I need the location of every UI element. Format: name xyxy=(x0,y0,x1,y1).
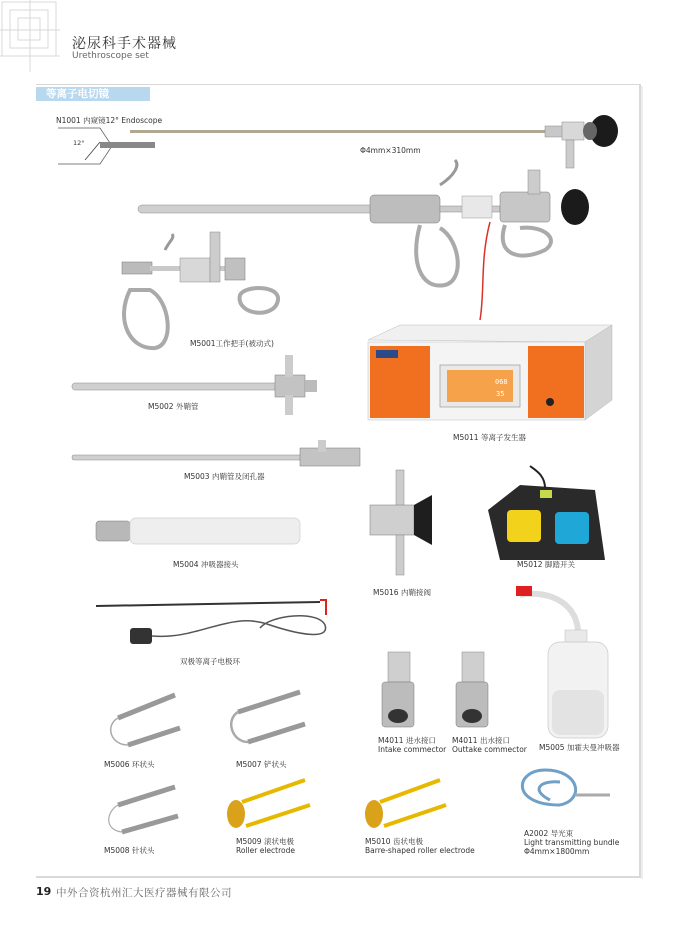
resectoscope-assembly xyxy=(138,160,589,320)
label-bipolar: 双极等离子电极环 xyxy=(180,657,240,666)
label-m5005: M5005 加霍夫曼冲吸器 xyxy=(539,743,620,752)
roller-electrode-image xyxy=(227,780,310,828)
barre-electrode-image xyxy=(365,780,446,828)
frame-top-line xyxy=(36,84,640,85)
intake-connector-image xyxy=(382,652,414,727)
bipolar-electrode-image xyxy=(96,600,326,644)
label-a2002-cn: A2002 导光束 xyxy=(524,829,574,838)
label-m5012: M5012 脚踏开关 xyxy=(517,560,575,569)
working-handle-image xyxy=(122,232,278,348)
label-m5009-en: Roller electrode xyxy=(236,846,295,855)
label-m5010-cn: M5010 齿状电极 xyxy=(365,837,423,846)
spade-electrode-image xyxy=(231,692,305,742)
label-m5016: M5016 内鞘接阀 xyxy=(373,588,431,597)
label-m5007: M5007 铲状头 xyxy=(236,760,287,769)
label-m5002: M5002 外鞘管 xyxy=(148,402,199,411)
page-number: 19 xyxy=(36,885,52,898)
label-n1001-size: Φ4mm×310mm xyxy=(360,146,421,155)
label-m4011-in-en: Intake commector xyxy=(378,745,447,754)
label-m5011: M5011 等离子发生器 xyxy=(453,433,526,442)
page-title: 泌尿科手术器械 xyxy=(72,36,177,52)
label-m4011-out-cn: M4011 出水接口 xyxy=(452,736,510,745)
needle-electrode-image xyxy=(109,787,178,832)
label-m5009-cn: M5009 滚状电极 xyxy=(236,837,294,846)
foot-switch-image xyxy=(488,466,605,560)
suction-connector-image xyxy=(96,518,300,544)
label-m4011-out-en: Outtake commector xyxy=(452,745,527,754)
label-a2002-size: Φ4mm×1800mm xyxy=(524,847,590,856)
label-m5004: M5004 冲吸器接头 xyxy=(173,560,239,569)
frame-bottom-line xyxy=(36,876,641,878)
page-subtitle: Urethroscope set xyxy=(72,51,149,61)
label-m5010-en: Barre-shaped roller electrode xyxy=(365,846,475,855)
generator-display-bottom: 35 xyxy=(496,390,505,398)
label-m5006: M5006 环状头 xyxy=(104,760,155,769)
inner-valve-image xyxy=(370,470,432,575)
frame-shadow xyxy=(641,86,643,879)
company-name: 中外合资杭州汇大医疗器械有限公司 xyxy=(56,887,232,899)
label-m5001: M5001工作把手(被动式) xyxy=(190,339,274,348)
plasma-generator-image xyxy=(368,325,612,420)
label-m5003: M5003 内鞘管及闭孔器 xyxy=(184,472,265,481)
inner-sheath-image xyxy=(72,440,360,466)
endoscope-image xyxy=(130,115,618,168)
outtake-connector-image xyxy=(456,652,488,727)
label-m4011-in-cn: M4011 进水接口 xyxy=(378,736,436,745)
frame-right-line xyxy=(639,84,641,877)
loop-electrode-image xyxy=(111,695,180,745)
label-angle: 12° xyxy=(73,139,85,147)
section-header xyxy=(36,87,150,101)
irrigator-bottle-image xyxy=(516,586,608,738)
generator-display-top: 068 xyxy=(495,378,508,386)
label-n1001: N1001 内窥镜12° Endoscope xyxy=(56,116,163,125)
label-a2002-en: Light transmitting bundle xyxy=(524,838,620,847)
label-m5008: M5008 针状头 xyxy=(104,846,155,855)
corner-logo xyxy=(0,0,60,72)
section-title: 等离子电切镜 xyxy=(46,88,109,100)
light-bundle-image xyxy=(522,770,610,805)
